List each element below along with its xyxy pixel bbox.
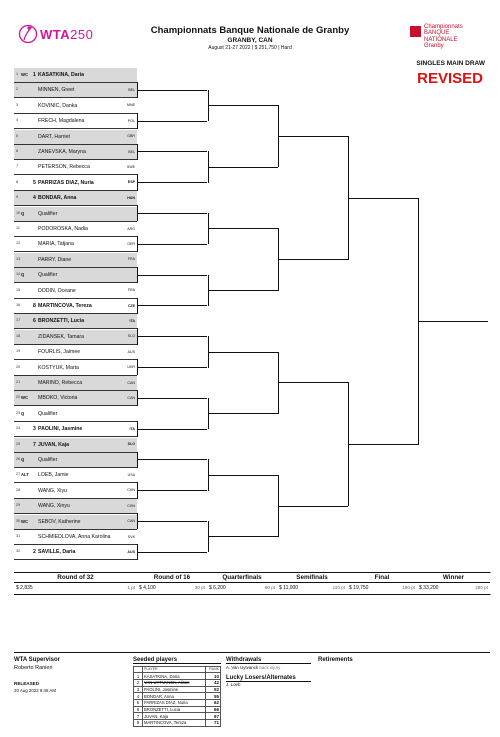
bracket-line [208,475,278,476]
round-cell [207,572,278,595]
retirements-title: Retirements [318,657,353,663]
country-code: UKR [127,365,135,370]
seeded-rank: 66 [206,706,221,713]
seeded-row [134,706,221,713]
round-name: Final [347,574,417,583]
country-code: ARG [127,226,135,231]
player-name: Qualifier [38,410,58,417]
lucky-losers-title: Lucky Losers/Alternates [226,675,296,681]
draw-position: 28 [16,487,21,492]
supervisor-name: Roberto Ranieri [14,665,53,671]
bracket-line [208,413,278,414]
seeded-row [134,673,221,680]
round-points: 280 pt [475,585,488,590]
country-code: BEL [128,149,135,154]
draw-slot [14,268,137,283]
seed-number: 8 [134,720,143,727]
country-code: BEL [128,87,135,92]
draw-position: 29 [16,503,21,508]
bracket-line [137,336,207,337]
seed-number: 5 [33,179,36,186]
seeded-player-name: PARRIZAS DIAZ, Nuria [143,700,206,707]
footer-divider [14,652,490,653]
seeded-row [134,700,221,707]
lucky-loser-entry: J. Loeb [226,681,241,687]
country-code: MNE [127,103,135,108]
draw-slot [14,284,137,299]
seed-number: 1 [134,673,143,680]
draw-slot [14,361,137,376]
seed-number: 7 [33,441,36,448]
draw-slot [14,114,137,129]
draw-position: 31 [16,534,21,538]
player-name: WANG, Xiyu [38,487,67,494]
draw-slot [14,191,137,206]
seeded-row [134,686,221,693]
round-prize-table [14,572,490,594]
round-cell [14,572,138,595]
country-code: GBR [127,134,135,139]
draw-slot [14,422,137,437]
country-code: FRA [127,288,135,293]
entry-status: ALT [21,472,29,478]
withdrawals-title: Withdrawals [226,657,262,663]
draw-slot [14,484,137,499]
seeded-player-name: PAOLINI, Jasmine [143,686,206,693]
country-code: CHN [127,503,135,508]
seeded-row [134,713,221,720]
draw-slot [14,207,137,222]
lucky-losers [226,675,311,687]
draw-slot [14,530,137,545]
seed-number: 1 [33,72,36,78]
player-name: LOEB, Jamie [38,472,69,479]
draw-position: 27 [16,472,21,477]
round-prize-money: $ 4,100 [139,585,156,591]
draw-slot [14,499,137,514]
revised-label: REVISED [417,70,483,87]
wta-figure-icon [18,22,38,48]
bracket-line [137,213,207,214]
country-code: USA [127,472,135,477]
seeded-player-name: BRONZETTI, Lucia [143,706,206,713]
draw-slot [14,160,137,175]
bracket-line [137,459,207,460]
round-points: 110 pt [332,585,345,590]
bracket-line [137,521,207,522]
round-name: Winner [417,574,490,583]
draw-slot [14,314,137,329]
bracket-line [208,228,278,229]
draw-slot [14,130,137,145]
draw-position: 18 [16,333,21,338]
seed-number: 6 [33,318,36,325]
bracket-line [208,167,278,168]
bracket-line [137,182,207,183]
seeded-row [134,720,221,727]
draw-slot [14,145,137,160]
seeded-header-rank: RANK [206,666,221,673]
player-name: MBOKO, Victoria [38,395,78,402]
player-name: ZIDANSEK, Tamara [38,333,85,340]
seeded-players [133,657,221,727]
bracket-line [418,321,488,322]
seeded-title: Seeded players [133,657,178,663]
seeded-row [134,693,221,700]
entry-status: Q [21,272,25,278]
player-name: SCHMIEDLOVA, Anna Karolina [38,534,111,540]
seed-number: 2 [134,679,143,686]
entry-status: Q [21,410,25,416]
draw-position: 22 [16,395,21,400]
entry-status: WC [21,72,28,77]
seeded-rank: 71 [206,720,221,727]
released-date: 20 Aug 2022 9:48 AM [14,688,56,693]
tournament-location: GRANBY, CAN [227,37,273,44]
round-points: 60 pt [264,585,275,590]
seeded-rank: 62 [206,700,221,707]
player-name: DODIN, Oceane [38,287,76,294]
seed-number: 3 [33,426,36,433]
draw-slot [14,545,137,560]
draw-position: 17 [16,318,21,323]
player-name: MINNEN, Greet [38,87,75,94]
country-code: ESP [127,180,135,185]
draw-position: 32 [16,549,21,554]
player-name: MARIA, Tatjana [38,241,74,248]
player-name: Qualifier [38,210,58,217]
seeded-player-name: KASATKINA, Daria [143,673,206,680]
seed-number: 7 [134,713,143,720]
seed-number: 8 [33,303,36,309]
draw-slot [14,453,137,468]
player-name: PODOROSKA, Nadia [38,226,88,232]
draw-position: 24 [16,426,21,431]
draw-slot [14,299,137,314]
draw-position: 23 [16,410,21,415]
draw-position: 7 [16,164,19,169]
player-name: ZANEVSKA, Maryna [38,149,86,155]
draw-position: 5 [16,133,19,138]
bracket-line [137,90,207,91]
draw-position: 8 [16,179,19,184]
bracket-line [278,382,348,383]
bracket-line [137,367,207,368]
draw-position: 4 [16,118,19,123]
round-prize-money: $ 2,835 [16,585,33,591]
player-name: PARRIZAS DIAZ, Nuria [38,179,94,186]
player-name: JUVAN, Kaja [38,441,70,448]
bracket-line [278,506,348,507]
seeded-divider [133,663,221,664]
player-name: FRECH, Magdalena [38,118,85,125]
entry-status: WC [21,518,28,524]
bracket-line [137,275,207,276]
country-code: ITA [129,318,135,323]
withdrawal-entry: A. Van Uytvanck back injury [226,664,281,670]
bracket-line [208,352,278,353]
draw-position: 19 [16,349,21,354]
draw-slot [14,330,137,345]
country-code: SVK [127,534,135,539]
player-name: MARTINCOVA, Tereza [38,303,92,309]
seed-number: 4 [134,693,143,700]
seed-number: 5 [134,700,143,707]
draw-position: 9 [16,195,19,200]
draw-type: SINGLES MAIN DRAW [416,60,485,67]
draw-position: 13 [16,256,21,261]
entry-status: Q [21,210,25,216]
wta-logo-text: WTA250 [40,27,94,42]
draw-position: 2 [16,87,19,92]
draw-slot [14,376,137,391]
seeded-rank: 67 [206,713,221,720]
draw-position: 6 [16,149,19,153]
tournament-title: Championnats Banque Nationale de Granby [150,25,350,36]
seeded-header-player: PLAYER [143,666,206,673]
country-code: AUS [127,549,135,554]
round-prize-money: $ 33,200 [419,585,439,591]
seeded-player-name: JUVAN, Kaja [143,713,206,720]
draw-position: 11 [16,226,20,230]
round-prize-money: $ 19,750 [349,585,369,591]
country-code: HUN [127,195,135,200]
seed-number: 2 [33,549,36,556]
sponsor-logo [410,24,490,54]
country-code: CHN [127,488,135,493]
round-cell [417,572,491,595]
seeded-rank: 55 [206,693,221,700]
round-points: 1 pt [127,585,135,590]
seeded-rank: 42 [206,679,221,686]
draw-position: 26 [16,457,21,461]
round-points: 30 pt [194,585,205,590]
draw-position: 20 [16,364,21,369]
player-name: WANG, Xinyu [38,503,70,510]
round-cell [137,572,208,595]
bracket-line [137,429,207,430]
bracket-line [348,198,418,199]
draw-slot [14,99,137,114]
player-name: Qualifier [38,272,58,279]
seed-number: 6 [134,706,143,713]
draw-slot [14,391,137,406]
draw-position: 30 [16,518,21,523]
draw-position: 10 [16,210,21,215]
draw-slot [14,345,137,360]
supervisor-label: WTA Supervisor [14,657,61,663]
bracket-line [137,151,207,152]
bracket-line [137,398,207,399]
tournament-meta: August 21-27 2022 | $ 251,750 | Hard [208,45,292,51]
country-code: AUS [127,349,135,354]
round-name: Semifinals [277,574,347,583]
bracket-line [137,490,207,491]
country-code: CAN [127,519,135,524]
bracket-line [278,259,348,260]
seeded-player-name: BONDAR, Anna [143,693,206,700]
seeded-rank: 10 [206,673,221,680]
country-code: SWE [126,164,135,169]
round-name: Quarterfinals [207,574,277,583]
draw-slot [14,237,137,252]
round-name: Round of 16 [137,574,207,583]
country-code: ITA [129,426,135,431]
draw-slot [14,407,137,422]
draw-slot [14,222,137,237]
draw-slot [14,176,137,191]
round-prize-money: $ 11,000 [279,585,299,591]
round-prize-money: $ 6,200 [209,585,226,591]
wta-logo [18,22,108,50]
seeded-player-name: VAN UYTVANCK, Alison [143,679,206,686]
bracket-line [137,244,207,245]
draw-position: 21 [16,380,21,384]
country-code: CZE [127,303,135,308]
seeded-rank: 52 [206,686,221,693]
draw-slot [14,515,137,530]
draw-position: 15 [16,287,21,292]
draw-position: 16 [16,303,21,307]
player-name: BRONZETTI, Lucia [38,318,85,325]
draw-position: 1 [16,72,19,76]
country-code: CAN [127,380,135,385]
seeded-row [134,679,221,686]
seeded-table [133,666,221,727]
draw-slot [14,468,137,483]
withdrawals-divider [226,663,311,664]
draw-slot [14,253,137,268]
entry-status: WC [21,395,28,401]
bracket-line [137,305,207,306]
bracket-line [208,105,278,106]
seed-number: 4 [33,195,36,202]
country-code: SLO [127,334,135,339]
player-name: KOVINIC, Danka [38,102,78,109]
draw-slot [14,438,137,453]
seed-number: 3 [134,686,143,693]
released-label: RELEASED [14,681,40,686]
bracket-line [208,290,278,291]
player-name: PAOLINI, Jasmine [38,426,83,433]
round-name: Round of 32 [14,574,137,583]
sponsor-text: Championnats BANQUE NATIONALE Granby [424,24,463,49]
player-name: SAVILLE, Daria [38,549,76,556]
country-code: POL [127,118,135,123]
player-name: Qualifier [38,457,58,463]
draw-slot [14,68,137,83]
player-name: DART, Harriet [38,133,70,140]
player-name: SEBOV, Katherine [38,518,81,525]
player-name: PETERSON, Rebecca [38,164,90,171]
bracket-line [137,552,207,553]
country-code: GER [127,241,135,246]
player-name: PARRY, Diane [38,256,72,263]
round-cell [277,572,348,595]
draw-position: 25 [16,441,21,446]
draw-position: 12 [16,241,21,246]
player-name: BONDAR, Anna [38,195,77,202]
bracket-line [208,536,278,537]
draw-slot [14,83,137,98]
player-name: MARINO, Rebecca [38,380,83,386]
bracket-line [137,121,207,122]
seeded-player-name: MARTINCOVA, Tereza [143,720,206,727]
bracket-line [278,136,348,137]
draw-position: 14 [16,272,21,277]
country-code: FRA [127,257,135,262]
country-code: SLO [127,442,135,447]
entry-status: Q [21,457,25,462]
player-name: KASATKINA, Daria [38,72,85,78]
bracket-line [348,444,418,445]
player-name: KOSTYUK, Marta [38,364,79,371]
round-cell [347,572,418,595]
player-name: FOURLIS, Jaimee [38,349,81,356]
sponsor-mark-icon [410,26,421,37]
country-code: CAN [127,395,135,400]
round-points: 180 pt [402,585,415,590]
withdrawals [226,657,311,670]
draw-position: 3 [16,102,19,107]
